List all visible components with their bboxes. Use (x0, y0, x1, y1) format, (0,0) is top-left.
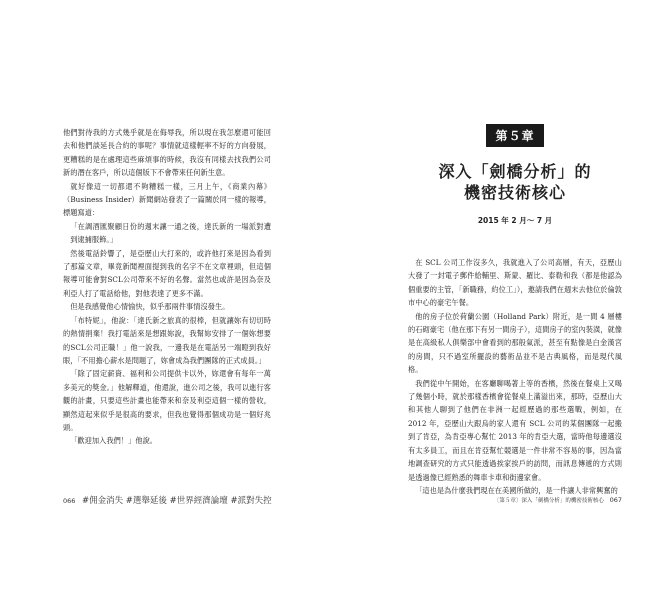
right-page-body (408, 256, 622, 497)
right-paragraph-2: 他的房子位於荷蘭公園（Holland Park）附近，是一間 4 層樓的石砌豪宅（他在那下有另一間房子），這間房子的室內裝潢，就像是在高級私人俱樂部中會看到的那般氣派，甚至有點像是白金漢宮的房間，只不過室所擺設的藝術品並不是古典風格，而是現代風格。 (408, 311, 622, 375)
right-footer (494, 496, 622, 504)
right-paragraph-1: 在 SCL 公司工作沒多久，我就進入了公司高層，有天，亞歷山大發了一封電子郵件給輔里、斯蒙、羅比、泰勒和我（都是他認為個重要的主管，「新職務，約位工」），邀請我們在週末去他位於倫敦市中心的豪宅午餐。 (408, 258, 622, 308)
right-paragraph-4: 「這也是為什麼我們現在在美國所做的，是一件讓人非常興奮的 (415, 485, 618, 495)
left-paragraph-5: 「布特妮」，他說：「達氏新之旅真的很棒，但就讓妳有切切時的熱情捐棄！我打電話來是想跟妳說，我幫妳安排了一個妳想要的SCL公司正職！」他一說我，一邊我是在電話另一端瞪到我好眼，「不用擔心薪水是問題了，妳會成為我們團隊的正式成員。」 (63, 315, 271, 365)
left-footer (63, 494, 272, 506)
left-paragraph-7: 「歡迎加入我們！」他說。 (70, 436, 158, 446)
left-quote: 「在調酒匯聚顧日份的週末讓一通之後，達氏新的一場派對遭到逮捕服飾。」 (70, 221, 271, 245)
chapter-date: 2015 年 2 月～ 7 月 (477, 216, 553, 225)
right-page (328, 0, 655, 609)
right-paragraph-3: 我們從中午開始，在客廳聊喝著上等的香檳，然後在餐桌上又喝了幾個小時，就於那樣香檳會從餐桌上滿溢出來，那時，亞歷山大和其他人聊到了他們在非洲一起經歷過的那些選戰，例如，在 2012 年，亞歷山大跟烏的家人還有 SCL 公司的某個團隊一起搬到了肯亞，為肯亞專心幫忙 2013 年的肯亞大選，當時他每邊選沒有太多員工，而且在肯亞幫忙競選是一件非常不容易的事，因為當地調查研究的方式只能透過挨家挨戶的訪問，而訊息傳遞的方式則是透過像已經熟悉的舞車卡車和街邊家會。 (408, 378, 622, 482)
chapter-header (408, 124, 622, 226)
left-paragraph-4: 但是我感覺他心情愉快，似乎那兩件事情沒發生。 (70, 302, 230, 312)
left-paragraph-3: 然後電話鈴響了，是亞歷山大打來的，或許他打來是因為看到了那篇文章，畢竟新聞裡面提到我的名字不在文章裡頭，但這個報導可能會對SCL公司帶來不好的名聲。當然也或許是因為奈及利亞人打了電話給他，對他表達了更多不滿。 (63, 248, 271, 298)
left-paragraph-1: 他們對待我的方式幾乎就是在侮辱我，所以現在我怎麼還可能回去和他們談延長合約的事呢？事情就這樣輕率不好的方向發展，更糟糕的是在處理這些麻煩事的時候，我沒有同樣去找我們公司新的潛在客戶，所以這個版下不會帶來任何新生意。 (63, 128, 271, 178)
left-paragraph-2: 就好像這一切都還不夠糟糕一樣，三月上午，《商業內幕》（Business Insider）新聞網站發表了一篇關於同一樣的報導，標題寫道： (63, 181, 271, 218)
left-page-number: 066 (63, 497, 76, 505)
left-page (0, 0, 327, 609)
right-page-number: 067 (609, 496, 622, 504)
left-paragraph-6: 「除了固定薪資、福利和公司提供卡以外，妳還會有每年一萬多美元的獎金。」他解釋道，他還說，進公司之後，我可以進行客觀的計畫，只要這些計畫也能帶來和奈及利亞這個一樣的營收，顯然這起來似乎是很高的要求，但我也覺得那個成功是一個好兆頭。 (63, 369, 271, 432)
left-page-body (63, 126, 271, 448)
running-head: 〔第５章〕深入「劍橋分析」的機密技術核心 (493, 498, 604, 504)
chapter-title-line-2: 機密技術核心 (463, 183, 566, 202)
footer-hashtags: #佣金消失 #選舉延後 #世界經濟論壇 #派對失控 (81, 496, 272, 506)
chapter-title-line-1: 深入「劍橋分析」的 (438, 162, 592, 181)
chapter-badge: 第５章 (486, 124, 543, 147)
chapter-title (408, 161, 622, 203)
